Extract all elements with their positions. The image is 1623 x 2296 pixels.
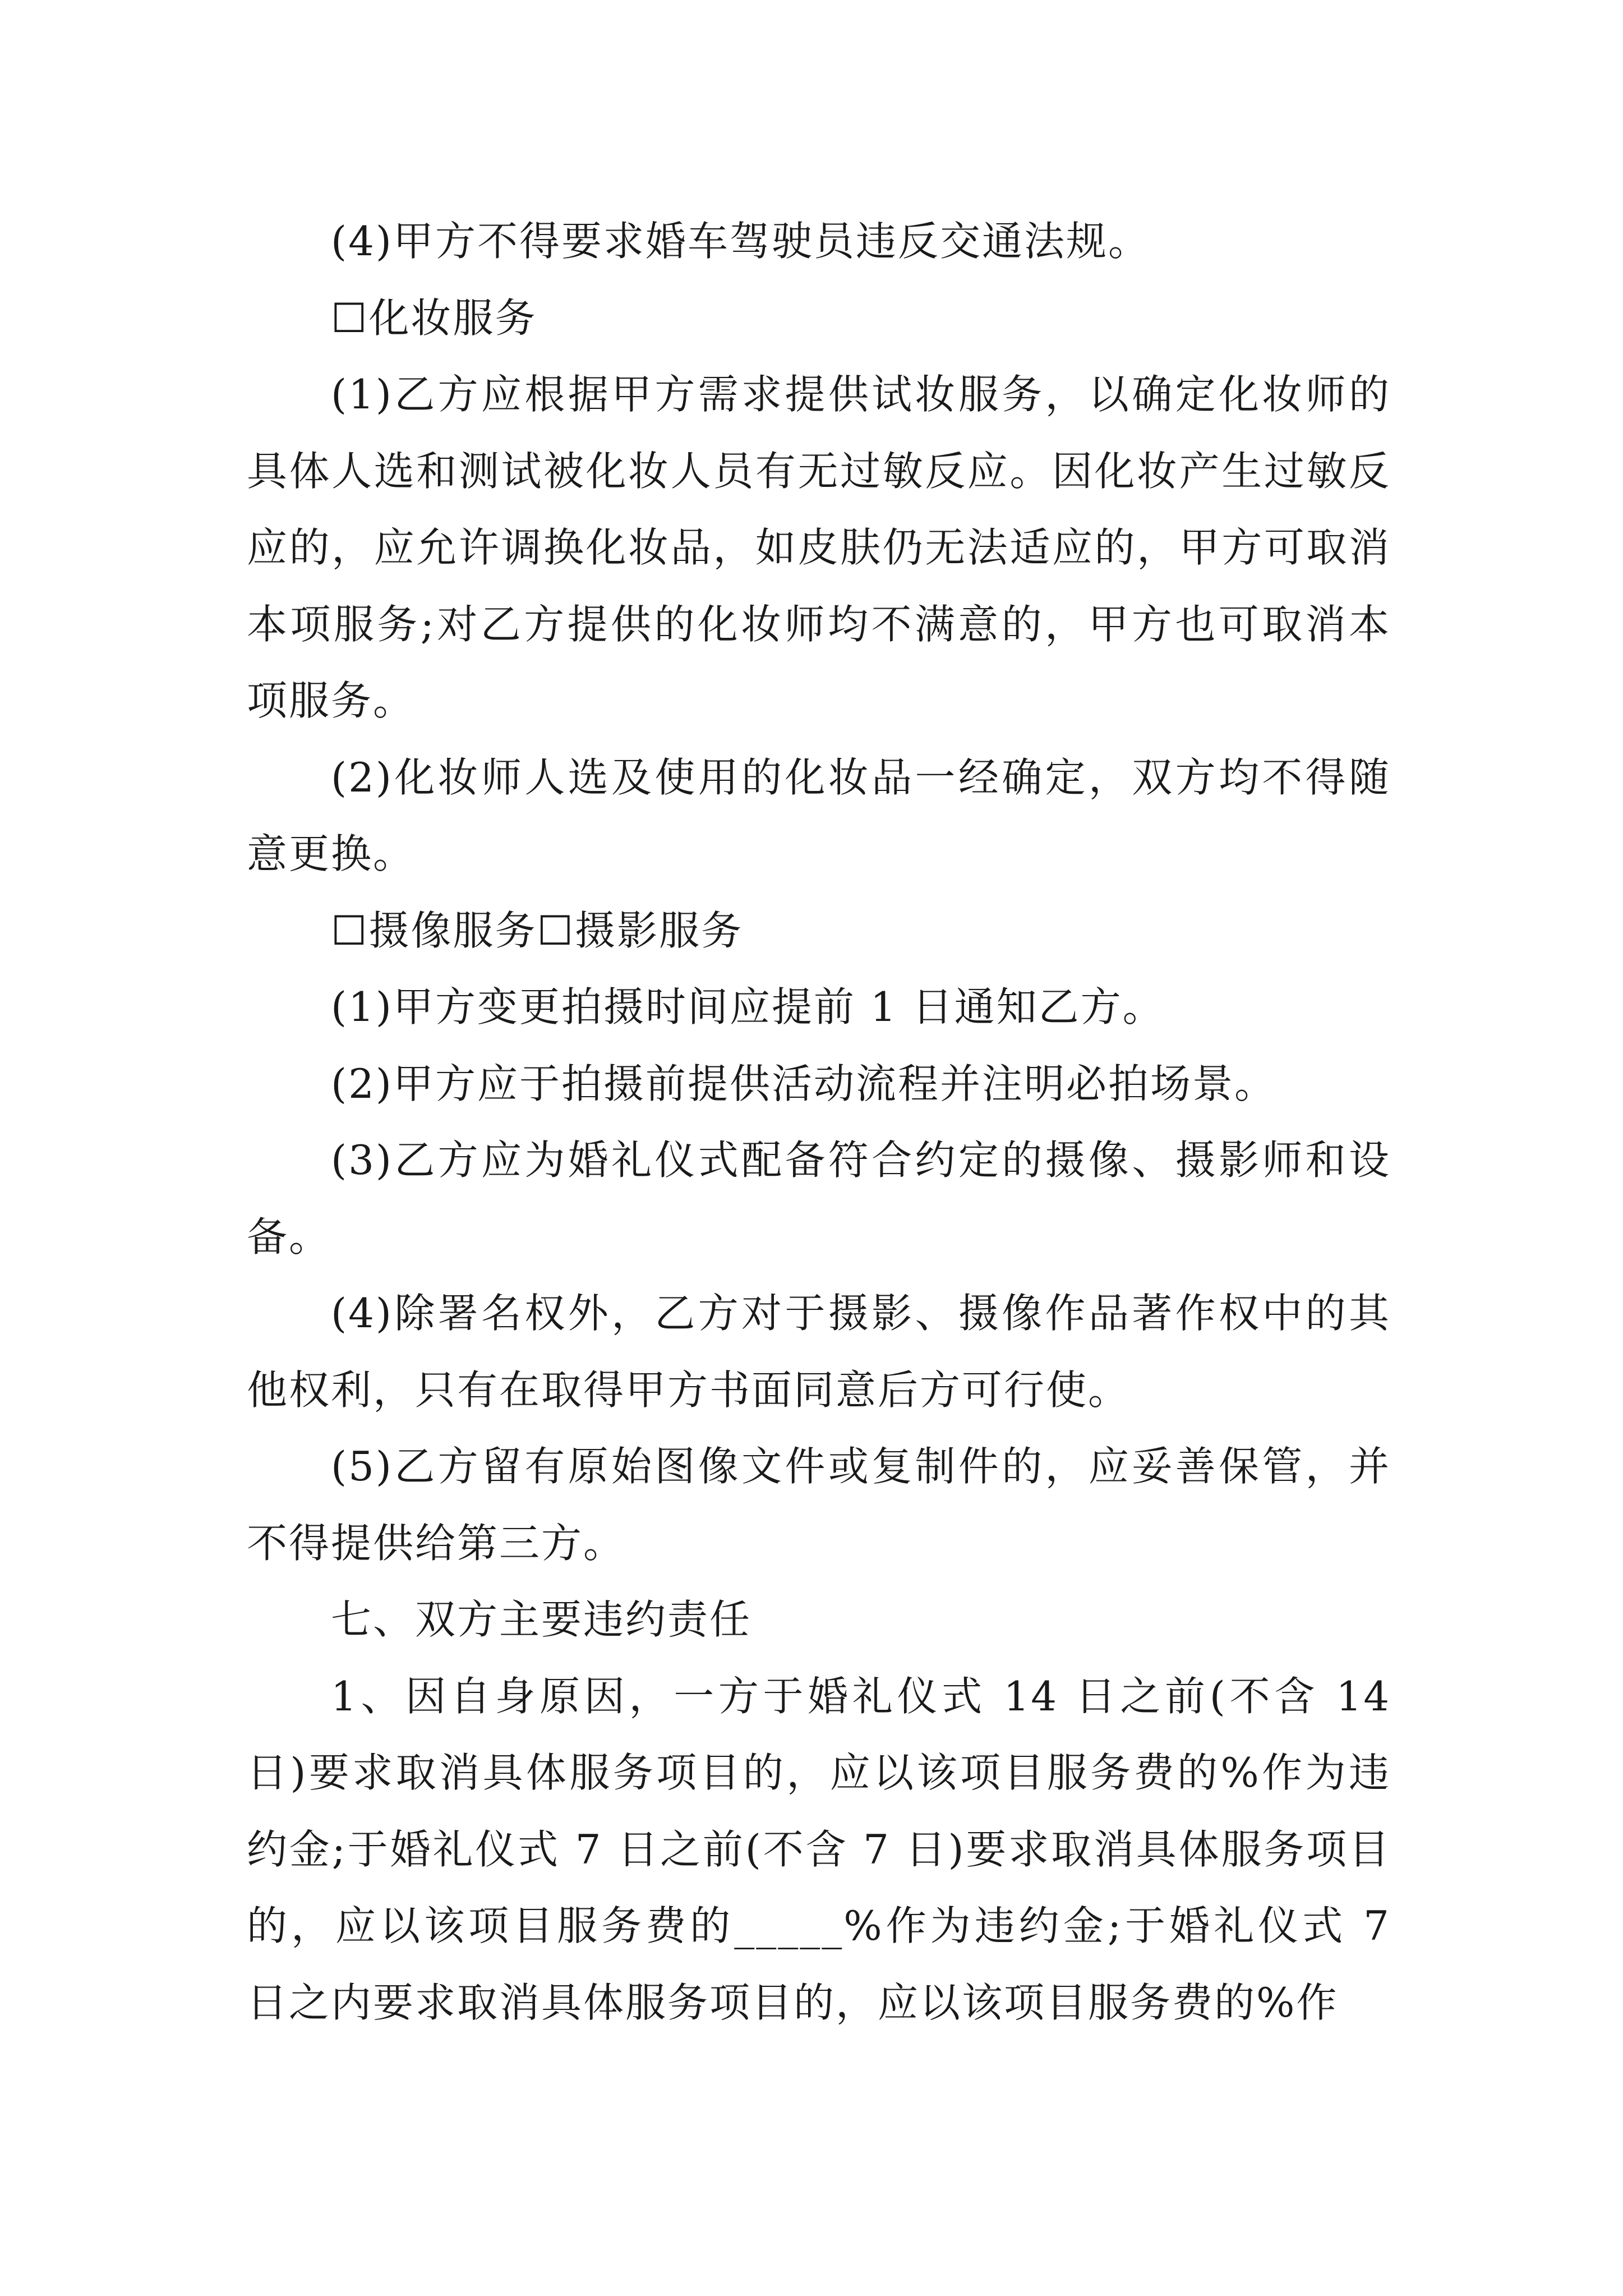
paragraph-shoot-process: (2)甲方应于拍摄前提供活动流程并注明必拍场景。: [331, 1060, 1276, 1107]
paragraph-wedding-car-traffic: (4)甲方不得要求婚车驾驶员违反交通法规。: [331, 218, 1150, 265]
paragraph-makeup-no-change: (2)化妆师人选及使用的化妆品一经确定，双方均不得随意更换。: [247, 753, 1391, 877]
paragraph-cancellation-penalty: 1、因自身原因，一方于婚礼仪式 14 日之前(不含 14 日)要求取消具体服务项目的，应以该项目服务费的%作为违约金;于婚礼仪式 7 日之前(不含 7 日)要求取消具体服务项目的，应以该项目服务费的_____%作为违约金;于婚礼仪式 7 日之内要求取消具体服务项目的，应以该项目服务费的%作: [247, 1672, 1391, 2026]
heading-video-photo-service: ☐摄像服务☐摄影服务: [331, 907, 744, 954]
heading-makeup-service: ☐化妆服务: [331, 294, 537, 342]
paragraph-original-files: (5)乙方留有原始图像文件或复制件的，应妥善保管，并不得提供给第三方。: [247, 1443, 1391, 1567]
paragraph-copyright: (4)除署名权外，乙方对于摄影、摄像作品著作权中的其他权利，只有在取得甲方书面同意后方可行使。: [247, 1290, 1391, 1414]
paragraph-makeup-trial: (1)乙方应根据甲方需求提供试妆服务，以确定化妆师的具体人选和测试被化妆人员有无过敏反应。因化妆产生过敏反应的，应允许调换化妆品，如皮肤仍无法适应的，甲方可取消本项服务;对乙方提供的化妆师均不满意的，甲方也可取消本项服务。: [247, 371, 1391, 724]
paragraph-shoot-time-change: (1)甲方变更拍摄时间应提前 1 日通知乙方。: [331, 983, 1165, 1030]
heading-breach-liability: 七、双方主要违约责任: [331, 1596, 752, 1643]
paragraph-equipment: (3)乙方应为婚礼仪式配备符合约定的摄像、摄影师和设备。: [247, 1137, 1391, 1260]
document-body: [247, 203, 1391, 2041]
